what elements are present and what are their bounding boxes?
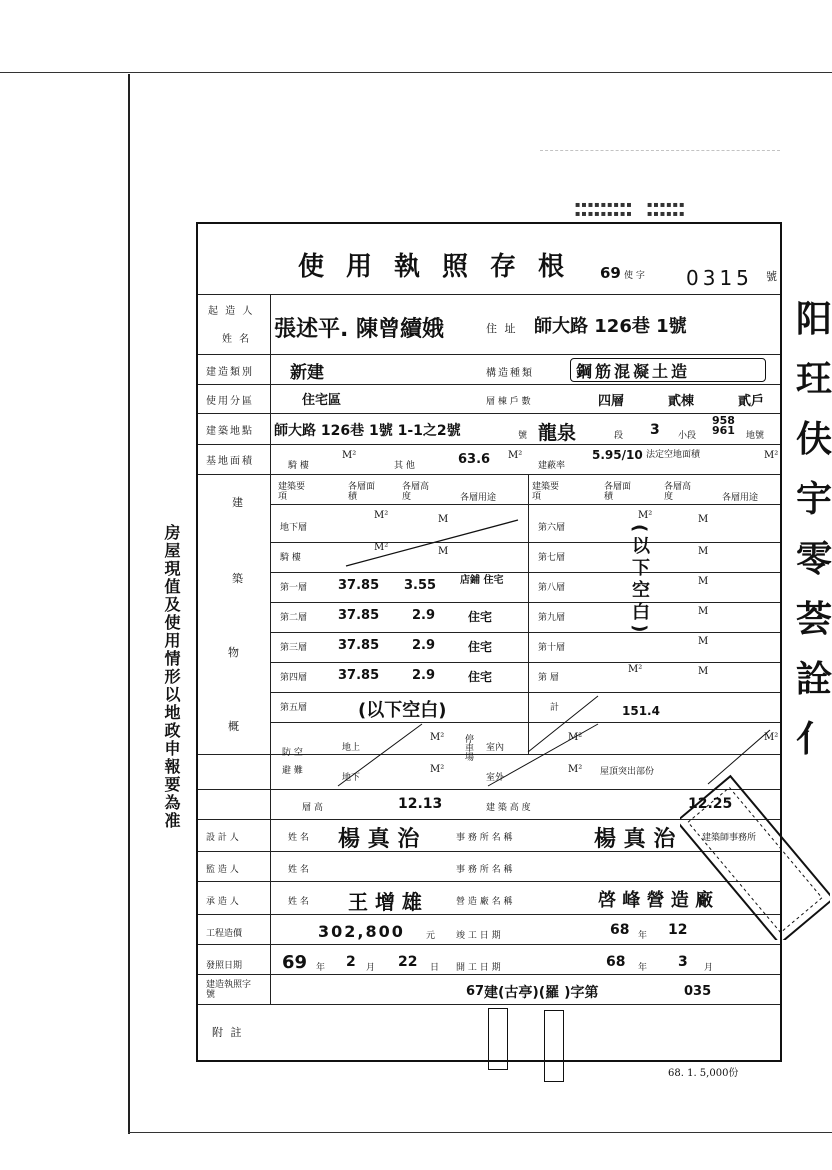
margin-note-left: 房屋現值及使用情形以地政申報要為准 bbox=[162, 524, 181, 830]
unit-6-area: M² bbox=[638, 510, 653, 521]
col-header-area: 各層面積 bbox=[348, 482, 376, 502]
building-height-label: 建 築 高 度 bbox=[486, 803, 531, 813]
f3-height: 2.9 bbox=[412, 638, 436, 653]
usage-zone-label: 使用分區 bbox=[206, 396, 254, 407]
site-label: 建築地點 bbox=[206, 426, 254, 437]
cost-unit: 元 bbox=[426, 931, 436, 941]
households-value: 貳戶 bbox=[738, 394, 765, 409]
factory-value: 啓 峰 營 造 廠 bbox=[598, 890, 714, 911]
coverage-value: 5.95/10 bbox=[592, 448, 643, 462]
f4-use: 住宅 bbox=[468, 670, 493, 684]
contractor-label: 承 造 人 bbox=[206, 897, 239, 907]
outdoor-unit: M² bbox=[568, 764, 583, 775]
district-label: 段 bbox=[614, 431, 624, 441]
design-office-label: 事 務 所 名 稱 bbox=[456, 833, 513, 843]
outdoor-label: 室外 bbox=[486, 773, 505, 783]
floor-1: 第一層 bbox=[280, 583, 308, 593]
arcade-unit: M² bbox=[342, 450, 357, 461]
unit-n-h: M bbox=[698, 666, 709, 677]
completion-month: 12 bbox=[668, 922, 688, 938]
contractor-name-label: 姓 名 bbox=[288, 897, 309, 907]
permit-number: 0315 bbox=[686, 266, 753, 290]
f4-height: 2.9 bbox=[412, 668, 436, 683]
f1-use: 店鋪 住宅 bbox=[460, 575, 504, 586]
structure-label: 構造種類 bbox=[486, 368, 534, 379]
start-month-label: 月 bbox=[704, 963, 714, 973]
address-label: 住 址 bbox=[486, 322, 518, 335]
issue-year-label: 年 bbox=[316, 963, 326, 973]
blank-annotation-right: (以下空白) bbox=[629, 524, 650, 637]
sheet-left-edge bbox=[128, 74, 130, 1134]
issue-month: 2 bbox=[346, 954, 356, 970]
floor-8: 第八層 bbox=[538, 583, 566, 593]
issue-day: 22 bbox=[398, 954, 418, 970]
office-stamp: ▪▪▪▪▪▪▪▪▪ ▪▪▪▪▪▪ ▪▪▪▪▪▪▪▪▪ ▪▪▪▪▪▪ bbox=[575, 200, 686, 218]
start-year: 68 bbox=[606, 954, 626, 970]
legal-area-label: 法定空地面積 bbox=[646, 450, 701, 460]
district-value: 龍泉 bbox=[538, 422, 577, 444]
builder-address: 師大路 126巷 1號 bbox=[534, 316, 687, 337]
floor-total-label: 計 bbox=[550, 703, 560, 713]
blank-annotation-center: (以下空白) bbox=[358, 700, 447, 721]
section-char-1: 建 bbox=[232, 496, 245, 509]
f3-area: 37.85 bbox=[338, 638, 380, 653]
shelter-label: 防 空 避 難 bbox=[282, 748, 303, 776]
unit-a-area: M² bbox=[374, 542, 389, 553]
floor-3: 第三層 bbox=[280, 643, 308, 653]
floors-households-label: 層 棟 戶 數 bbox=[486, 397, 531, 407]
char-label: 使 字 bbox=[624, 271, 645, 281]
f2-height: 2.9 bbox=[412, 608, 436, 623]
unit-7-h: M bbox=[698, 546, 709, 557]
start-year-label: 年 bbox=[638, 963, 648, 973]
base-area-unit: M² bbox=[508, 450, 523, 461]
year-prefix: 69 bbox=[600, 264, 621, 282]
design-office-value: 楊 真 治 bbox=[594, 827, 676, 852]
f2-area: 37.85 bbox=[338, 608, 380, 623]
section-char-2: 築 bbox=[232, 572, 245, 585]
section-char-4: 概 bbox=[228, 720, 241, 733]
permit-text: 建(古亭)(羅 )字第 bbox=[484, 985, 599, 1001]
total-area: 151.4 bbox=[622, 704, 660, 718]
f1-height: 3.55 bbox=[404, 578, 437, 593]
base-area-value: 63.6 bbox=[458, 452, 491, 467]
completion-label: 竣 工 日 期 bbox=[456, 931, 501, 941]
parking-label: 停車場 bbox=[463, 734, 473, 761]
right-edge-marks: 阳 玨 伕 宇 零 荟 詮 亻 bbox=[796, 299, 832, 760]
col-header-area-2: 各層面積 bbox=[604, 482, 632, 502]
contractor-value: 王 增 雄 bbox=[348, 890, 422, 914]
floors-value: 四層 bbox=[598, 394, 625, 409]
issue-year: 69 bbox=[282, 952, 308, 973]
arcade-label: 騎 樓 bbox=[288, 461, 309, 471]
permit-no-label: 建造執照字號 bbox=[206, 980, 252, 1000]
diagonal-stamp bbox=[680, 760, 830, 940]
legal-area-unit: M² bbox=[764, 450, 779, 461]
shelter-above-unit: M² bbox=[430, 732, 445, 743]
floor-7: 第七層 bbox=[538, 553, 566, 563]
base-area-label: 基地面積 bbox=[206, 456, 254, 467]
lot-value: 958 961 bbox=[712, 414, 735, 437]
coverage-label: 建蔽率 bbox=[538, 461, 566, 471]
unit-a-h: M bbox=[438, 546, 449, 557]
site-no-value: 3 bbox=[650, 422, 660, 438]
unit-9-h: M bbox=[698, 606, 709, 617]
number-suffix: 號 bbox=[766, 270, 779, 283]
f4-area: 37.85 bbox=[338, 668, 380, 683]
name-label: 姓 名 bbox=[222, 334, 252, 345]
shelter-below-unit: M² bbox=[430, 764, 445, 775]
unit-8-h: M bbox=[698, 576, 709, 587]
roof-unit: M² bbox=[764, 732, 779, 743]
col-header-use: 各層用途 bbox=[460, 493, 497, 503]
section-char-3: 物 bbox=[228, 646, 241, 659]
floor-arcade: 騎 樓 bbox=[280, 553, 301, 563]
site-no-label: 號 bbox=[518, 431, 528, 441]
designer-value: 楊 真 治 bbox=[338, 827, 420, 852]
total-height-label: 層 高 bbox=[302, 803, 323, 813]
building-height-value: 12.25 bbox=[688, 796, 733, 812]
unit-n-area: M² bbox=[628, 664, 643, 675]
col-header-item: 建築要項 bbox=[278, 482, 306, 502]
indoor-unit: M² bbox=[568, 732, 583, 743]
floor-4: 第四層 bbox=[280, 673, 308, 683]
builder-label: 起 造 人 bbox=[208, 306, 255, 317]
issue-date-label: 發照日期 bbox=[206, 961, 243, 971]
cost-label: 工程造價 bbox=[206, 929, 243, 939]
footer-code: 68. 1. 5,000份 bbox=[668, 1068, 739, 1079]
unit-b-area: M² bbox=[374, 510, 389, 521]
start-month: 3 bbox=[678, 954, 688, 970]
f3-use: 住宅 bbox=[468, 640, 493, 654]
floor-9: 第九層 bbox=[538, 613, 566, 623]
zone-value: 住宅區 bbox=[302, 393, 342, 408]
start-date-label: 開 工 日 期 bbox=[456, 963, 501, 973]
remarks-label: 附 註 bbox=[212, 1026, 244, 1039]
col-header-height-2: 各層高度 bbox=[664, 482, 692, 502]
floor-6: 第六層 bbox=[538, 523, 566, 533]
completion-year-label: 年 bbox=[638, 931, 648, 941]
supervisor-name-label: 姓 名 bbox=[288, 865, 309, 875]
unit-6-h: M bbox=[698, 514, 709, 525]
scan-edge-top bbox=[0, 72, 832, 73]
factory-label: 營 造 廠 名 稱 bbox=[456, 897, 513, 907]
f1-area: 37.85 bbox=[338, 578, 380, 593]
col-header-use-2: 各層用途 bbox=[722, 493, 759, 503]
issue-day-label: 日 bbox=[430, 963, 440, 973]
designer-name-label: 姓 名 bbox=[288, 833, 309, 843]
unit-b-h: M bbox=[438, 514, 449, 525]
sheet-bottom-edge bbox=[128, 1132, 832, 1133]
design-office-suffix: 建築師事務所 bbox=[702, 833, 757, 843]
total-height-value: 12.13 bbox=[398, 796, 443, 812]
permit-number-value: 035 bbox=[684, 984, 712, 999]
build-type-value: 新建 bbox=[290, 363, 324, 383]
remarks-stamp-2 bbox=[544, 1010, 564, 1082]
completion-year: 68 bbox=[610, 922, 630, 938]
floor-10: 第十層 bbox=[538, 643, 566, 653]
roof-label: 屋頂突出部份 bbox=[600, 767, 655, 777]
structure-value: 鋼筋混凝土造 bbox=[576, 362, 691, 381]
col-header-height: 各層高度 bbox=[402, 482, 430, 502]
remarks-stamp-1 bbox=[488, 1008, 508, 1070]
sub-section-label: 小段 bbox=[678, 431, 697, 441]
indoor-label: 室內 bbox=[486, 743, 505, 753]
floor-n: 第 層 bbox=[538, 673, 559, 683]
floor-basement: 地下層 bbox=[280, 523, 308, 533]
shelter-above: 地上 bbox=[342, 743, 361, 753]
form-title: 使用執照存根 bbox=[298, 252, 587, 282]
designer-label: 設 計 人 bbox=[206, 833, 239, 843]
issue-month-label: 月 bbox=[366, 963, 376, 973]
buildings-value: 貳棟 bbox=[668, 394, 695, 409]
permit-prefix: 67 bbox=[466, 984, 485, 999]
build-type-label: 建造類別 bbox=[206, 367, 254, 378]
col-header-item-2: 建築要項 bbox=[532, 482, 560, 502]
supervisor-office-label: 事 務 所 名 稱 bbox=[456, 865, 513, 875]
header-faint-text bbox=[540, 150, 780, 191]
lot-label: 地號 bbox=[746, 431, 765, 441]
cost-value: 302,800 bbox=[318, 922, 405, 941]
site-address: 師大路 126巷 1號 1-1之2號 bbox=[274, 423, 461, 439]
f2-use: 住宅 bbox=[468, 610, 493, 624]
builder-names: 張述平. 陳曾續娥 bbox=[274, 317, 445, 342]
floor-5: 第五層 bbox=[280, 703, 308, 713]
floor-2: 第二層 bbox=[280, 613, 308, 623]
shelter-below: 地下 bbox=[342, 773, 361, 783]
unit-10-h: M bbox=[698, 636, 709, 647]
others-label: 其 他 bbox=[394, 461, 415, 471]
supervisor-label: 監 造 人 bbox=[206, 865, 239, 875]
